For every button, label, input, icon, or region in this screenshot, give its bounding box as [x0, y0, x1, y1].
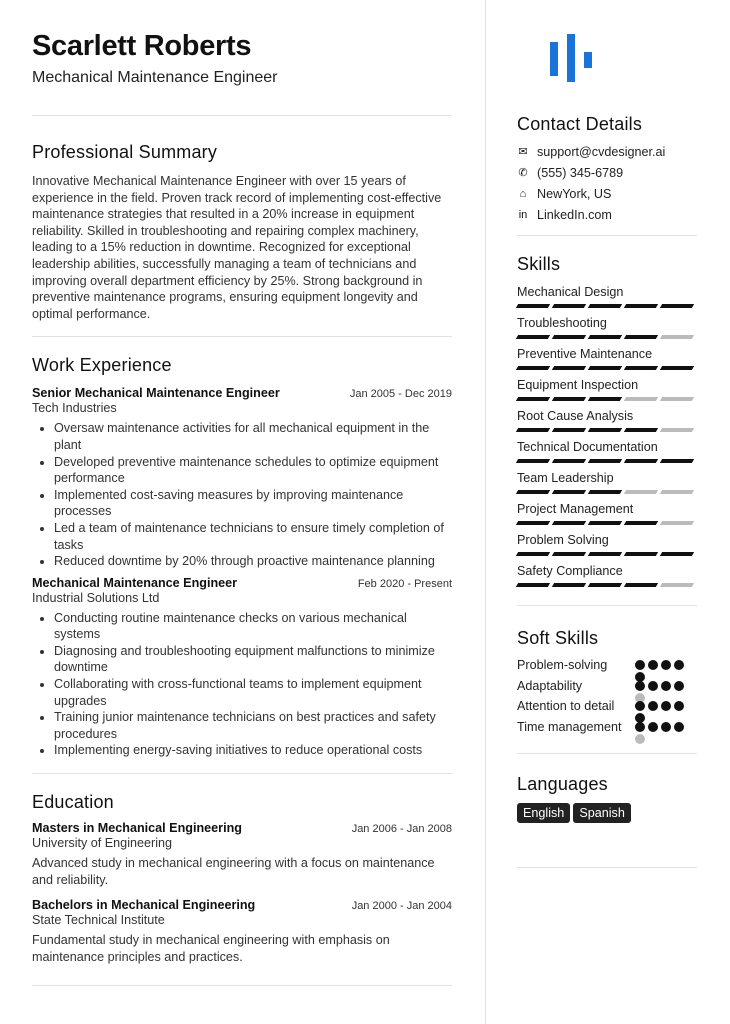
- job-list: [32, 386, 452, 759]
- dot-filled: [648, 660, 658, 670]
- contact-text[interactable]: LinkedIn.com: [537, 207, 612, 222]
- skill-name: Preventive Maintenance: [517, 347, 653, 361]
- bar-filled: [624, 335, 658, 339]
- bar-empty: [660, 490, 694, 494]
- divider: [32, 115, 452, 116]
- skill-name: Troubleshooting: [517, 316, 607, 330]
- contact-text[interactable]: support@cvdesigner.ai: [537, 144, 666, 159]
- candidate-title: Mechanical Maintenance Engineer: [32, 69, 278, 86]
- degree: Bachelors in Mechanical Engineering: [32, 898, 256, 913]
- job-header: [32, 576, 452, 590]
- contact-item: [517, 141, 697, 162]
- bar-filled: [516, 428, 550, 432]
- bar-filled: [588, 521, 622, 525]
- skill-level-bar: [517, 397, 697, 401]
- soft-skills-list: [517, 657, 697, 735]
- dot-filled: [635, 681, 645, 691]
- company-name: Tech Industries: [32, 401, 117, 416]
- bar-filled: [624, 366, 658, 370]
- bar-filled: [552, 490, 586, 494]
- bar-empty: [660, 335, 694, 339]
- contact-heading: Contact Details: [517, 114, 643, 134]
- skill-level-bar: [517, 521, 697, 525]
- school-name: University of Engineering: [32, 836, 173, 851]
- dot-filled: [648, 722, 658, 732]
- bar-filled: [516, 335, 550, 339]
- bar-filled: [624, 459, 658, 463]
- job-bullet: • Led a team of maintenance technicians to ensure timely completion of tasks: [54, 520, 452, 553]
- bar-filled: [516, 490, 550, 494]
- skill-level-bar: [517, 583, 697, 587]
- bar-filled: [588, 583, 622, 587]
- contact-text[interactable]: NewYork, US: [537, 186, 612, 201]
- soft-skill-item: [517, 678, 697, 695]
- language-badge: English: [517, 803, 570, 823]
- job-header: [32, 386, 452, 400]
- bar-filled: [516, 552, 550, 556]
- job-bullet: • Training junior maintenance technicians on best practices and safety procedures: [54, 709, 452, 742]
- dot-filled: [674, 660, 684, 670]
- bar-filled: [516, 583, 550, 587]
- bar-filled: [588, 459, 622, 463]
- divider: [517, 753, 697, 754]
- job-bullet: • Collaborating with cross-functional teams to implement equipment upgrades: [54, 676, 452, 709]
- education-header: [32, 821, 452, 835]
- experience-heading: Work Experience: [32, 355, 172, 376]
- degree: Masters in Mechanical Engineering: [32, 821, 242, 836]
- job-dates: Feb 2020 - Present: [357, 577, 452, 590]
- bar-filled: [516, 459, 550, 463]
- job-bullet: • Diagnosing and troubleshooting equipment malfunctions to minimize downtime: [54, 643, 452, 676]
- bar-filled: [660, 304, 694, 308]
- bar-filled: [660, 552, 694, 556]
- contact-list: [517, 141, 697, 225]
- job-entry: [32, 576, 452, 759]
- skill-name: Equipment Inspection: [517, 378, 639, 392]
- bar-filled: [624, 428, 658, 432]
- skill-name: Problem Solving: [517, 533, 609, 547]
- education-entry: [32, 898, 452, 965]
- company-name: Industrial Solutions Ltd: [32, 590, 160, 605]
- dot-filled: [661, 701, 671, 711]
- divider: [517, 605, 697, 606]
- contact-item: [517, 183, 697, 204]
- job-bullet: • Implemented cost-saving measures by improving maintenance processes: [54, 487, 452, 520]
- column-divider: [485, 0, 486, 1024]
- dot-filled: [635, 701, 645, 711]
- bar-filled: [552, 428, 586, 432]
- soft-skill-rating: [635, 719, 687, 735]
- divider: [32, 985, 452, 986]
- bar-empty: [660, 521, 694, 525]
- dot-filled: [648, 701, 658, 711]
- job-title: Mechanical Maintenance Engineer: [32, 575, 238, 590]
- bar-empty: [660, 583, 694, 587]
- dot-filled: [635, 722, 645, 732]
- languages-heading: Languages: [517, 774, 608, 795]
- dot-filled: [661, 722, 671, 732]
- languages-list: [517, 803, 697, 823]
- bar-empty: [624, 397, 658, 401]
- contact-item: [517, 162, 697, 183]
- soft-skills-heading: Soft Skills: [517, 628, 599, 648]
- bar-filled: [588, 428, 622, 432]
- home-icon: ⌂: [519, 187, 527, 200]
- skill-name: Project Management: [517, 502, 634, 516]
- bar-empty: [624, 490, 658, 494]
- job-title: Senior Mechanical Maintenance Engineer: [32, 386, 280, 401]
- language-badge: Spanish: [573, 803, 631, 823]
- school-name: State Technical Institute: [32, 913, 165, 928]
- bar-filled: [588, 304, 622, 308]
- soft-skill-name: Adaptability: [517, 678, 583, 693]
- envelope-icon: ✉: [518, 146, 528, 158]
- soft-skill-item: [517, 719, 697, 736]
- education-dates: Jan 2000 - Jan 2004: [351, 900, 452, 913]
- skill-name: Technical Documentation: [517, 440, 658, 454]
- bar-filled: [588, 335, 622, 339]
- bar-filled: [624, 304, 658, 308]
- bar-filled: [624, 552, 658, 556]
- dot-filled: [661, 681, 671, 691]
- bar-empty: [660, 397, 694, 401]
- skill-level-bar: [517, 490, 697, 494]
- job-bullet: • Reduced downtime by 20% through proactive maintenance planning: [54, 553, 452, 570]
- candidate-name: Scarlett Roberts: [32, 30, 252, 62]
- linkedin-icon: in: [518, 208, 528, 221]
- summary-heading: Professional Summary: [32, 142, 218, 162]
- skill-name: Mechanical Design: [517, 285, 624, 299]
- dot-filled: [674, 681, 684, 691]
- soft-skill-item: [517, 657, 697, 674]
- skill-name: Root Cause Analysis: [517, 409, 634, 423]
- divider: [32, 773, 452, 774]
- education-dates: Jan 2006 - Jan 2008: [351, 823, 452, 836]
- logo-icon: [550, 30, 697, 90]
- skill-level-bar: [517, 304, 697, 308]
- divider: [517, 867, 697, 868]
- bar-filled: [624, 583, 658, 587]
- education-description: Fundamental study in mechanical engineering with emphasis on maintenance principles and practices.: [32, 933, 390, 964]
- soft-skill-name: Problem-solving: [517, 658, 608, 672]
- job-bullets: [54, 420, 452, 569]
- bar-filled: [660, 459, 694, 463]
- education-description: Advanced study in mechanical engineering with a focus on maintenance and reliability.: [32, 856, 435, 887]
- soft-skill-rating: [635, 657, 687, 673]
- skill-name: Safety Compliance: [517, 564, 623, 578]
- soft-skill-rating: [635, 678, 687, 694]
- bar-filled: [516, 521, 550, 525]
- bar-filled: [552, 459, 586, 463]
- dot-filled: [635, 660, 645, 670]
- skill-level-bar: [517, 366, 697, 370]
- skill-level-bar: [517, 428, 697, 432]
- job-bullet: • Conducting routine maintenance checks on various mechanical systems: [54, 610, 452, 643]
- bar-filled: [552, 521, 586, 525]
- bar-filled: [588, 490, 622, 494]
- bar-filled: [588, 397, 622, 401]
- dot-filled: [648, 681, 658, 691]
- bar-filled: [552, 583, 586, 587]
- soft-skill-rating: [635, 698, 687, 714]
- main-column: [32, 30, 452, 986]
- education-heading: Education: [32, 792, 114, 813]
- contact-text[interactable]: (555) 345-6789: [537, 165, 624, 180]
- skill-level-bar: [517, 335, 697, 339]
- education-entry: [32, 821, 452, 888]
- bar-filled: [624, 521, 658, 525]
- contact-item: [517, 204, 697, 225]
- divider: [32, 336, 452, 337]
- skills-list: [517, 285, 697, 587]
- bar-filled: [660, 366, 694, 370]
- bar-filled: [552, 397, 586, 401]
- bar-filled: [552, 366, 586, 370]
- summary-text: Innovative Mechanical Maintenance Engineer with over 15 years of experience in the field. Proven track record of implementing cost-effective maintenance strategies that resulted in a 20% increase in equipment reliability. Skilled in troubleshooting and repairing complex machinery, leading to a 15% reduction in downtime. Recognized for exceptional leadership abilities, successfully managing a team of technicians and improving overall department efficiency by 25%. Strong background in preventive maintenance programs, ensuring equipment longevity and optimal performance.: [32, 174, 442, 321]
- bar-filled: [552, 552, 586, 556]
- education-header: [32, 898, 452, 912]
- dot-empty: [635, 734, 645, 744]
- bar-filled: [552, 335, 586, 339]
- bar-filled: [516, 397, 550, 401]
- bar-filled: [588, 552, 622, 556]
- skill-name: Team Leadership: [517, 471, 614, 485]
- job-bullets: [54, 610, 452, 759]
- job-bullet: • Oversaw maintenance activities for all mechanical equipment in the plant: [54, 420, 452, 453]
- skills-heading: Skills: [517, 254, 561, 274]
- education-list: [32, 821, 452, 965]
- job-bullet: • Implementing energy-saving initiatives to reduce operational costs: [54, 742, 452, 759]
- sidebar: [517, 30, 697, 868]
- bar-filled: [552, 304, 586, 308]
- skill-level-bar: [517, 459, 697, 463]
- divider: [517, 235, 697, 236]
- dot-filled: [674, 722, 684, 732]
- soft-skill-item: [517, 698, 697, 715]
- bar-empty: [660, 428, 694, 432]
- skill-level-bar: [517, 552, 697, 556]
- job-entry: [32, 386, 452, 569]
- dot-filled: [661, 660, 671, 670]
- bar-filled: [516, 304, 550, 308]
- soft-skill-name: Attention to detail: [517, 699, 615, 714]
- job-dates: Jan 2005 - Dec 2019: [349, 388, 452, 401]
- job-bullet: • Developed preventive maintenance schedules to optimize equipment performance: [54, 454, 452, 487]
- phone-icon: ✆: [518, 167, 528, 179]
- soft-skill-name: Time management: [517, 719, 622, 734]
- dot-filled: [674, 701, 684, 711]
- bar-filled: [588, 366, 622, 370]
- bar-filled: [516, 366, 550, 370]
